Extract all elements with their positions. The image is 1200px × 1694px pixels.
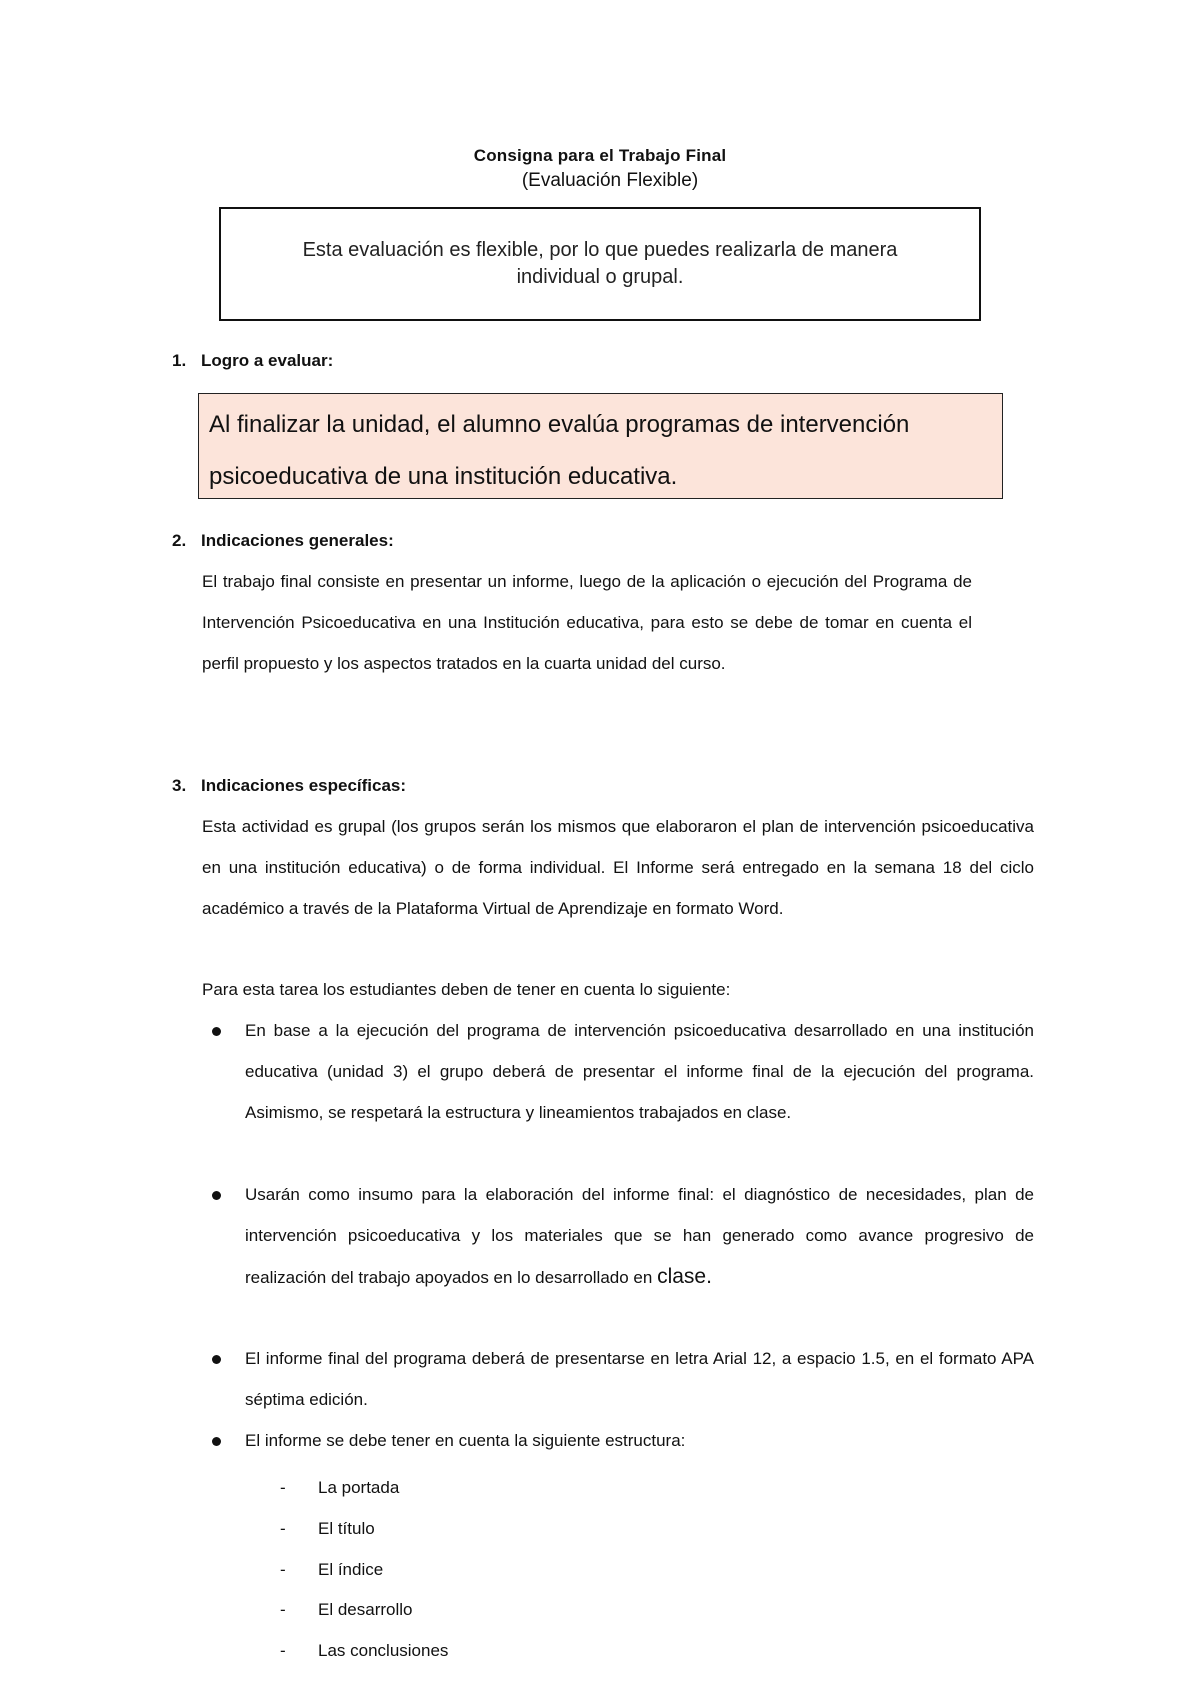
section-2-heading — [172, 531, 394, 551]
section-3-number: 3. — [172, 776, 187, 795]
structure-list-item — [280, 1590, 448, 1631]
structure-item-label: El título — [318, 1518, 375, 1538]
structure-item-label: Las conclusiones — [318, 1641, 449, 1661]
bullet-text — [245, 1175, 1034, 1298]
achievement-line-1: Al finalizar la unidad, el alumno evalúa programas de intervención — [209, 411, 910, 438]
section-1-number: 1. — [172, 351, 187, 370]
bullet-dot-icon — [212, 1191, 221, 1200]
section-2-body: El trabajo final consiste en presentar un informe, luego de la aplicación o ejecución del Programa de Intervención Psicoeducativa en una Institución educativa, para esto se debe de tomar en cuenta el perfil propuesto y los aspectos tratados en la cuarta unidad del curso. — [202, 572, 972, 673]
structure-list — [280, 1468, 448, 1672]
section-3-title: Indicaciones específicas: — [201, 776, 407, 795]
structure-item-label: La portada — [318, 1478, 400, 1497]
dash-mark: - — [280, 1559, 286, 1579]
flexible-notice-line-2: individual o grupal. — [516, 266, 684, 288]
section-3-lead: Para esta tarea los estudiantes deben de tener en cuenta lo siguiente: — [202, 980, 731, 999]
document-subtitle: (Evaluación Flexible) — [521, 170, 699, 191]
dash-mark: - — [280, 1518, 286, 1538]
bullet-text: El informe final del programa deberá de presentarse en letra Arial 12, a espacio 1.5, en el formato APA séptima edición. — [245, 1349, 1034, 1409]
structure-list-item — [280, 1468, 448, 1509]
achievement-box — [198, 393, 1003, 499]
dash-mark: - — [280, 1641, 286, 1661]
structure-list-item — [280, 1631, 448, 1672]
section-1-title: Logro a evaluar: — [201, 351, 334, 370]
bullet-dot-icon — [212, 1437, 221, 1446]
flexible-notice-line-1: Esta evaluación es flexible, por lo que puedes realizarla de manera — [302, 239, 898, 261]
flexible-notice-box — [219, 207, 981, 321]
dash-mark: - — [280, 1478, 286, 1497]
section-2-title: Indicaciones generales: — [201, 531, 394, 550]
structure-item-label: El desarrollo — [318, 1600, 413, 1620]
section-1-heading — [172, 351, 333, 371]
bullet-text: En base a la ejecución del programa de intervención psicoeducativa desarrollado en una institución educativa (unidad 3) el grupo deberá de presentar el informe final de la ejecución del programa. Asimismo, se respetará la estructura y lineamientos trabajados en clase. — [245, 1021, 1034, 1122]
achievement-line-2: psicoeducativa de una institución educativa. — [209, 463, 678, 490]
bullet-text-tail: clase. — [657, 1264, 712, 1288]
structure-item-label: El índice — [318, 1559, 384, 1579]
document-title: Consigna para el Trabajo Final — [473, 146, 727, 165]
section-2-number: 2. — [172, 531, 187, 550]
bullet-dot-icon — [212, 1355, 221, 1364]
bullet-text-main: Usarán como insumo para la elaboración del informe final: el diagnóstico de necesidades, plan de intervención psicoeducativa y los materiales que se han generado como avance progresivo de realización del trabajo apoyados en lo desarrollado en — [245, 1185, 1034, 1287]
bullet-dot-icon — [212, 1027, 221, 1036]
flexible-notice-text — [303, 237, 898, 291]
bullet-text: El informe se debe tener en cuenta la siguiente estructura: — [245, 1431, 686, 1450]
section-3-body: Esta actividad es grupal (los grupos serán los mismos que elaboraron el plan de intervención psicoeducativa en una institución educativa) o de forma individual. El Informe será entregado en la semana 18 del ciclo académico a través de la Plataforma Virtual de Aprendizaje en formato Word. — [202, 817, 1034, 918]
section-3-heading — [172, 776, 406, 796]
structure-list-item — [280, 1509, 448, 1550]
structure-list-item — [280, 1550, 448, 1591]
dash-mark: - — [280, 1600, 286, 1620]
